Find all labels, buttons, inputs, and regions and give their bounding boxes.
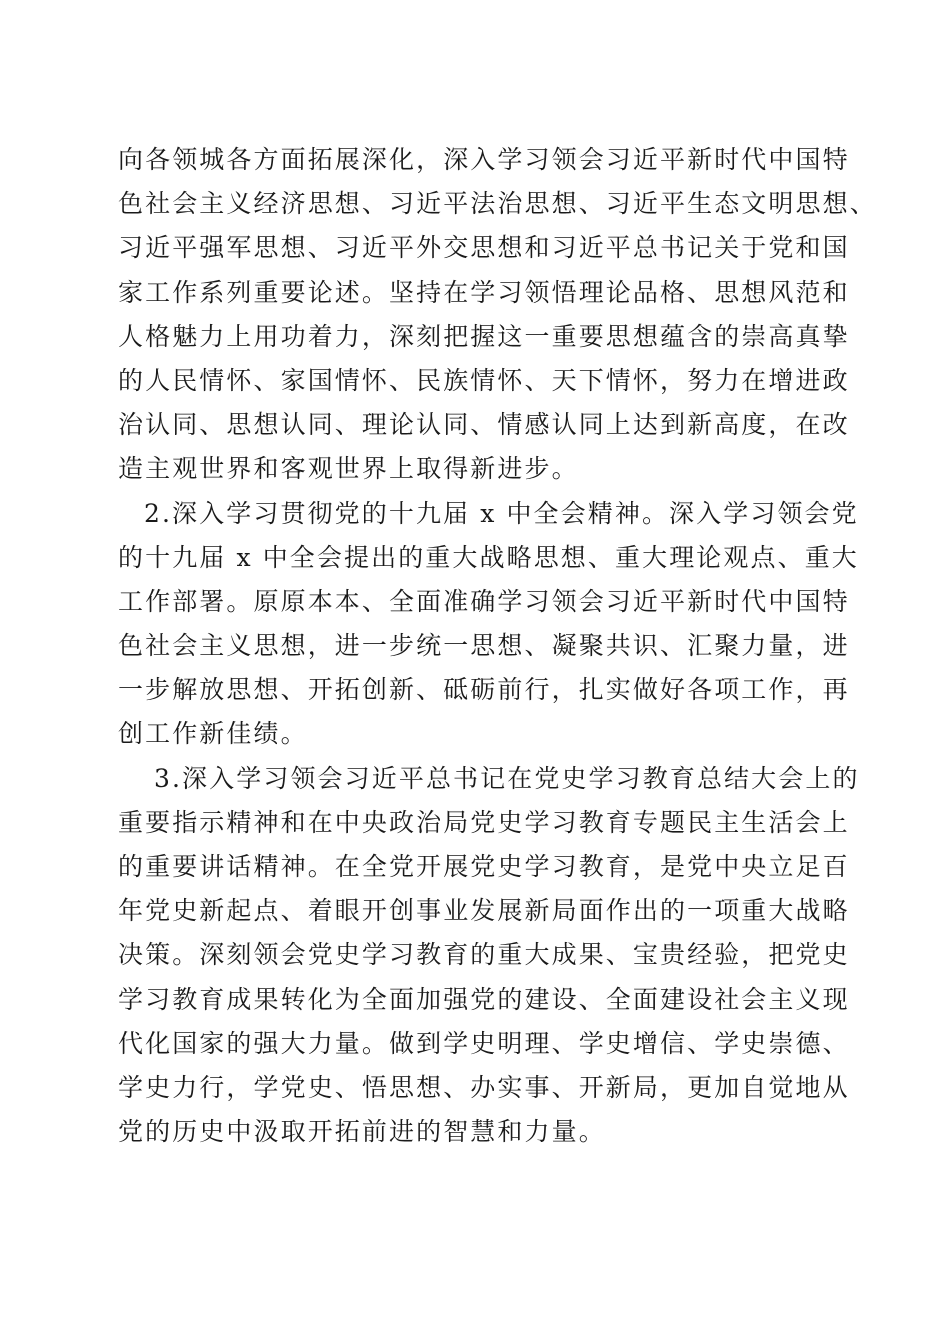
text-line: 色社会主义思想，进一步统一思想、凝聚共识、汇聚力量，进 bbox=[118, 631, 850, 661]
text-line: 代化国家的强大力量。做到学史明理、学史增信、学史崇德、 bbox=[118, 1028, 850, 1058]
text-line: 色社会主义经济思想、习近平法治思想、习近平生态文明思想、 bbox=[118, 189, 877, 219]
text-line: 治认同、思想认同、理论认同、情感认同上达到新高度，在改 bbox=[118, 410, 850, 440]
paragraph-item-3 bbox=[118, 757, 860, 1155]
paragraph-item-2 bbox=[118, 492, 859, 757]
text-line: 习近平强军思想、习近平外交思想和习近平总书记关于党和国 bbox=[118, 233, 850, 263]
text-line: 决策。深刻领会党史学习教育的重大成果、宝贵经验，把党史 bbox=[118, 940, 850, 970]
text-line: 学习教育成果转化为全面加强党的建设、全面建设社会主义现 bbox=[118, 984, 850, 1014]
text-line: 家工作系列重要论述。坚持在学习领悟理论品格、思想风范和 bbox=[118, 277, 850, 307]
paragraph-continuation bbox=[118, 138, 877, 492]
text-line: 的十九届 x 中全会提出的重大战略思想、重大理论观点、重大 bbox=[118, 542, 859, 572]
text-line: 工作部署。原原本本、全面准确学习领会习近平新时代中国特 bbox=[118, 586, 850, 616]
text-line: 创工作新佳绩。 bbox=[118, 719, 308, 749]
text-line: 年党史新起点、着眼开创事业发展新局面作出的一项重大战略 bbox=[118, 896, 850, 926]
text-line: 党的历史中汲取开拓前进的智慧和力量。 bbox=[118, 1117, 606, 1147]
text-line: 人格魅力上用功着力，深刻把握这一重要思想蕴含的崇高真挚 bbox=[118, 321, 850, 351]
text-line: 2.深入学习贯彻党的十九届 x 中全会精神。深入学习领会党 bbox=[144, 498, 859, 528]
text-line: 向各领城各方面拓展深化，深入学习领会习近平新时代中国特 bbox=[118, 145, 850, 174]
text-line: 的人民情怀、家国情怀、民族情怀、天下情怀，努力在增进政 bbox=[118, 365, 850, 395]
document-body bbox=[118, 138, 877, 1154]
text-line: 3.深入学习领会习近平总书记在党史学习教育总结大会上的 bbox=[154, 763, 860, 793]
text-line: 的重要讲话精神。在全党开展党史学习教育，是党中央立足百 bbox=[118, 852, 850, 881]
text-line: 造主观世界和客观世界上取得新进步。 bbox=[118, 454, 579, 484]
text-line: 一步解放思想、开拓创新、砥砺前行，扎实做好各项工作，再 bbox=[118, 675, 850, 705]
text-line: 学史力行，学党史、悟思想、办实事、开新局，更加自觉地从 bbox=[118, 1072, 850, 1102]
text-line: 重要指示精神和在中央政治局党史学习教育专题民主生活会上 bbox=[118, 807, 850, 837]
